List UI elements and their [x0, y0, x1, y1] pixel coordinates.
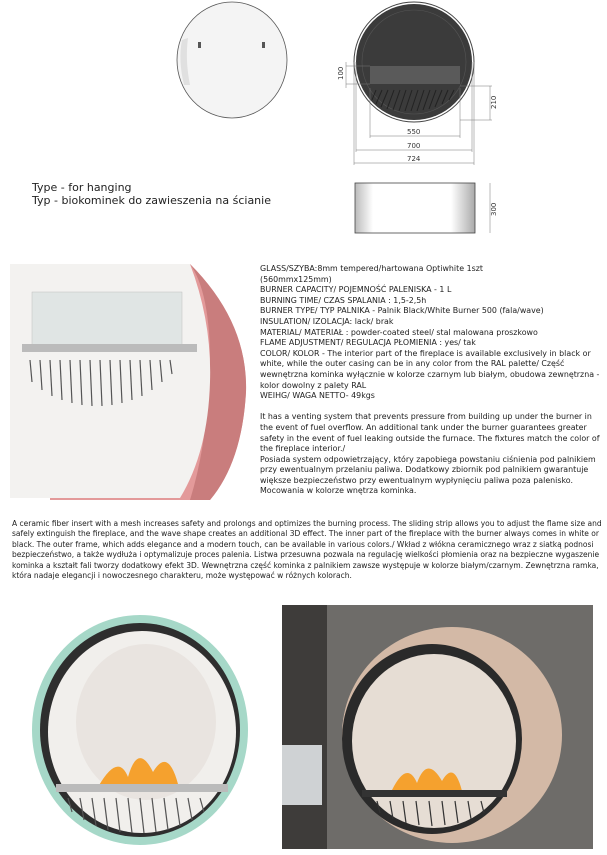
- spec-insulation: INSULATION/ IZOLACJA: lack/ brak: [260, 316, 394, 326]
- spec-capacity: BURNER CAPACITY/ POJEMNOŚĆ PALENISKA - 1 L: [260, 285, 452, 295]
- pink-fireplace-render: [10, 262, 250, 502]
- type-line-pl: Typ - biokominek do zawieszenia na ścianie: [32, 193, 271, 207]
- venting-pl: Posiada system odpowietrzający, który zapobiega powstaniu ciśnienia pod palnikiem przy ewentualnym przelaniu paliwa. Dodatkowy zbiornik pod palnikiem gwarantuje większe bezpieczeństwo przy ewentualnym wypłynięciu paliwa poza palenisko.: [260, 454, 596, 485]
- spec-burner-type: BURNER TYPE/ TYP PALNIKA - Palnik Black/White Burner 500 (fala/wave): [260, 306, 544, 316]
- back-view-drawing: [170, 0, 290, 125]
- spec-color: COLOR/ KOLOR - The interior part of the fireplace is available exclusively in black or white, while the outer casing can be in any color from the RAL palette/ Część wewnętrzna kominka wyłącznie w kolorze czarnym lub białym, obudowa zewnętrzna - kolor dowolny z palety RAL: [260, 348, 600, 390]
- mint-fireplace-render: [28, 612, 250, 848]
- interior-photo: [282, 605, 593, 849]
- dim-100: 100: [337, 66, 345, 80]
- spec-flame: FLAME ADJUSTMENT/ REGULACJA PŁOMIENIA : yes/ tak: [260, 338, 476, 348]
- front-view-drawing: [330, 0, 510, 240]
- dim-724: 724: [407, 155, 421, 163]
- dim-210: 210: [490, 95, 498, 109]
- specifications: [260, 264, 605, 497]
- spec-glass: GLASS/SZYBA:8mm tempered/hartowana Optiwhite 1szt: [260, 264, 483, 273]
- spec-material: MATERIAL/ MATERIAŁ : powder-coated steel/ stal malowana proszkowo: [260, 327, 538, 337]
- dim-550: 550: [407, 128, 421, 136]
- dim-300: 300: [490, 202, 498, 216]
- type-text: [32, 182, 271, 207]
- dim-700: 700: [407, 142, 421, 150]
- spec-burning-time: BURNING TIME/ CZAS SPALANIA : 1,5-2,5h: [260, 295, 427, 305]
- description: A ceramic fiber insert with a mesh increases safety and prolongs and optimizes the burning process. The sliding strip allows you to adjust the flame size and safely extinguish the fireplace, and the wave shape creates an additional 3D effect. The inner part of the fireplace with the burner always comes in white or black. The outer frame, which adds elegance and a modern touch, can be available in various colors./ Wkład z włókna ceramicznego wraz z siatką podnosi bezpieczeństwo, a także wydłuża i optymalizuje proces palenia. Listwa przesuwna pozwala na regulację wielkości płomienia oraz na bezpieczne wygaszenie kominka a kształt fali tworzy dodatkowy efekt 3D. Wewnętrzna część kominka z palnikiem zawsze występuje w kolorze białym/czarnym. Zewnętrzna ramka, która nadaje elegancji i nowoczesnego charakteru, może występować w różnych kolorach.: [12, 519, 602, 581]
- spec-weight: WEIHG/ WAGA NETTO- 49kgs: [260, 391, 375, 401]
- spec-glass-size: (560mmx125mm): [260, 274, 332, 284]
- fixtures-pl: Mocowania w kolorze wnętrza kominka.: [260, 486, 417, 496]
- venting-en: It has a venting system that prevents pressure from building up under the burner in the event of fuel overflow. An additional tank under the burner guarantees greater safety in the event of fuel leaking outside the furnace. The fixtures match the color of the fireplace interior./: [260, 412, 600, 454]
- type-line-en: Type - for hanging: [32, 181, 132, 194]
